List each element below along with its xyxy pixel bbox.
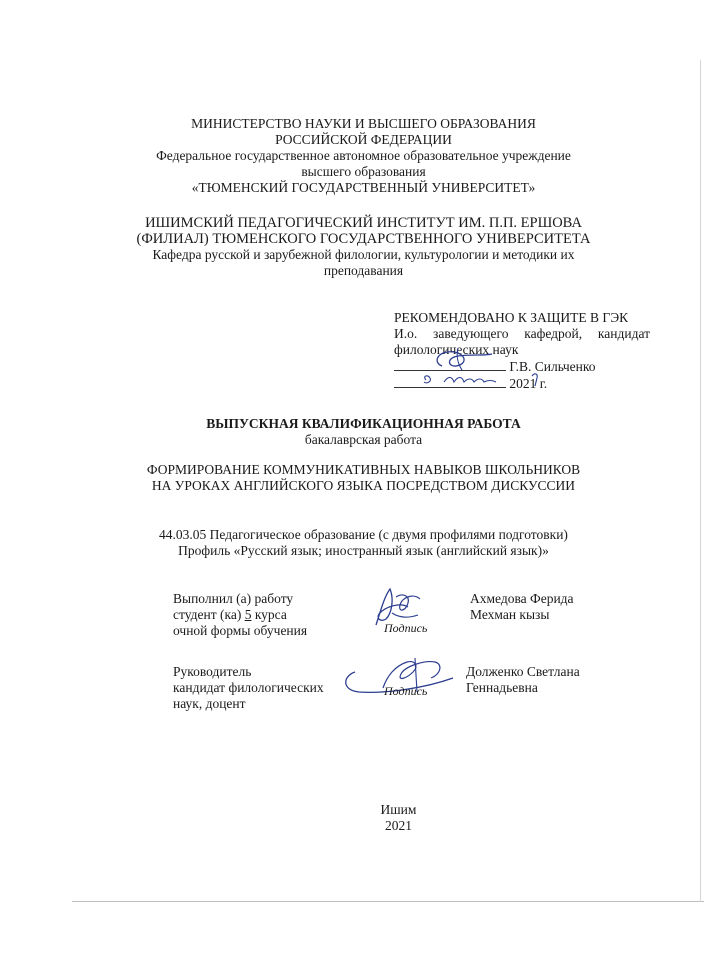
ministry-line-3: Федеральное государственное автономное образовательное учреждение: [156, 148, 571, 163]
scan-bottom-edge: [72, 901, 704, 902]
student-label-line-1: Выполнил (а) работу: [173, 591, 294, 606]
student-label-line-3: очной формы обучения: [173, 623, 308, 638]
head-name: Г.В. Сильченко: [509, 359, 596, 374]
supervisor-name-line-1: Долженко Светлана: [466, 664, 580, 679]
supervisor-signature-caption: Подпись: [384, 684, 428, 698]
supervisor-label-line-2: кандидат филологических: [173, 680, 324, 695]
ministry-line-4: высшего образования: [301, 164, 426, 179]
supervisor-label-line-3: наук, доцент: [173, 696, 246, 711]
year-end: г.: [539, 376, 548, 391]
year: 2021: [385, 818, 412, 833]
recommendation-heading: РЕКОМЕНДОВАНО К ЗАЩИТЕ В ГЭК: [394, 310, 629, 325]
specialty-line-1: 44.03.05 Педагогическое образование (с двумя профилями подготовки): [159, 527, 568, 542]
ministry-line-2: РОССИЙСКОЙ ФЕДЕРАЦИИ: [275, 132, 452, 147]
student-label-suffix: курса: [254, 607, 287, 622]
supervisor-name-line-2: Геннадьевна: [466, 680, 538, 695]
institute-header: [40, 215, 687, 279]
footer: [35, 802, 727, 834]
institute-line-2: (ФИЛИАЛ) ТЮМЕНСКОГО ГОСУДАРСТВЕННОГО УНИВЕРСИТЕТА: [136, 231, 591, 247]
thesis-title: ВЫПУСКНАЯ КВАЛИФИКАЦИОННАЯ РАБОТА: [206, 416, 521, 431]
specialty-line-2: Профиль «Русский язык; иностранный язык (английский язык)»: [178, 543, 549, 558]
department-line-1: Кафедра русской и зарубежной филологии, культурологии и методики их: [152, 247, 575, 262]
topic-line-1: ФОРМИРОВАНИЕ КОММУНИКАТИВНЫХ НАВЫКОВ ШКОЛЬНИКОВ: [146, 462, 581, 477]
supervisor-label-line-1: Руководитель: [173, 664, 252, 679]
year-suffix: 21: [522, 376, 537, 391]
specialty-block: [40, 527, 687, 559]
head-position-line-1: И.о. заведующего кафедрой, кандидат: [394, 326, 650, 341]
student-name-line-2: Мехман кызы: [470, 607, 550, 622]
handwritten-date-icon: [402, 370, 512, 388]
university-name: «ТЮМЕНСКИЙ ГОСУДАРСТВЕННЫЙ УНИВЕРСИТЕТ»: [191, 180, 536, 195]
supervisor-name: [466, 664, 580, 696]
head-position-line-2: филологических наук: [394, 342, 519, 357]
scan-right-edge: [700, 60, 701, 902]
student-label-prefix: студент (ка): [173, 607, 242, 622]
city: Ишим: [380, 802, 417, 817]
student-label-line-2: [173, 607, 307, 623]
student-name: [470, 591, 574, 623]
year-prefix: 20: [509, 376, 523, 391]
ministry-header: [40, 116, 687, 196]
student-labels: [173, 591, 307, 639]
student-signature-caption: Подпись: [384, 621, 428, 635]
department-line-2: преподавания: [323, 263, 404, 278]
topic-line-2: НА УРОКАХ АНГЛИЙСКОГО ЯЗЫКА ПОСРЕДСТВОМ ДИСКУССИИ: [151, 478, 576, 493]
thesis-topic: [40, 462, 687, 494]
supervisor-labels: [173, 664, 324, 712]
student-name-line-1: Ахмедова Ферида: [470, 591, 574, 606]
course-number: 5: [244, 607, 252, 622]
ministry-line-1: МИНИСТЕРСТВО НАУКИ И ВЫСШЕГО ОБРАЗОВАНИЯ: [191, 116, 536, 131]
institute-line-1: ИШИМСКИЙ ПЕДАГОГИЧЕСКИЙ ИНСТИТУТ ИМ. П.П. ЕРШОВА: [145, 215, 582, 231]
year-handwritten-digit-icon: [529, 370, 543, 388]
thesis-type: бакалаврская работа: [304, 432, 423, 447]
thesis-title-block: [40, 416, 687, 448]
